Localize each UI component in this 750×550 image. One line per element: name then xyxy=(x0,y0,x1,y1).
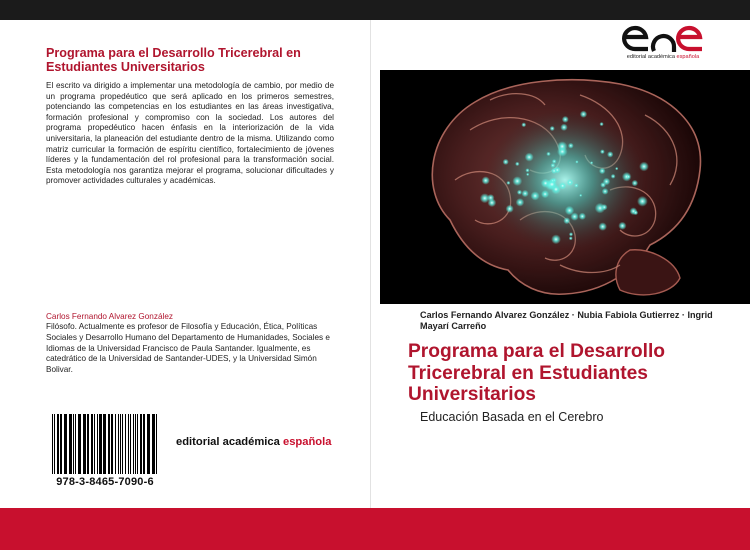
back-publisher-name xyxy=(176,436,331,448)
bottom-band xyxy=(0,508,750,550)
isbn-barcode xyxy=(46,412,164,492)
back-cover-title: Programa para el Desarrollo Tricerebral en Estudiantes Universitarios xyxy=(46,46,301,74)
author-bio: Filósofo. Actualmente es profesor de Filosofía y Educación, Ética, Políticas Sociales y Desarrollo Humano del Departamento de Humanidades, Sociales e Idiomas de la Universidad Francisco de Paula Santander. Igualmente, es catedrático de la Universidad de Santander-UDES, y la Universidad Simón Bolivar. xyxy=(46,322,330,375)
top-band xyxy=(0,0,750,20)
barcode-bars xyxy=(52,414,158,474)
author-name: Carlos Fernando Alvarez González xyxy=(46,312,173,321)
front-authors: Carlos Fernando Alvarez González · Nubia Fabiola Gutierrez · Ingrid Mayarí Carreño xyxy=(420,310,713,331)
publisher-logo xyxy=(620,24,706,64)
front-cover-subtitle: Educación Basada en el Cerebro xyxy=(420,410,604,424)
eae-logo-icon xyxy=(622,24,704,54)
publisher-main-text: editorial académica xyxy=(176,436,283,448)
brain-illustration-icon xyxy=(380,70,750,304)
isbn-number: 978-3-8465-7090-6 xyxy=(56,476,154,488)
front-cover-title: Programa para el Desarrollo Tricerebral en Estudiantes Universitarios xyxy=(408,341,666,405)
logo-caption-accent: española xyxy=(676,54,700,60)
publisher-accent-text: española xyxy=(282,436,332,448)
logo-caption-main: editorial académica xyxy=(626,54,677,60)
logo-caption xyxy=(620,54,706,60)
spine-divider xyxy=(370,20,371,508)
brain-cover-image xyxy=(380,70,750,304)
back-cover-blurb: El escrito va dirigido a implementar una metodología de cambio, por medio de un programa propedéutico que será aplicado en los primeros semestres, potenciando las competencias en los estudiantes en las áreas investigativa, formación profesional y compromiso con la sociedad. Los autores del programa propedéutico hacen énfasis en la interiorización de la vida universitaria, la planeación del estudiante dentro de la misma. Utilizando como matriz curricular la formación de espíritu científico, fortalecimiento de jóvenes líderes y la fundamentación del rol profesional para la transformación social. Esta metodología nos garantiza mejorar el programa, solucionar dificultades y promover actividades culturales y académicas. xyxy=(46,81,334,186)
